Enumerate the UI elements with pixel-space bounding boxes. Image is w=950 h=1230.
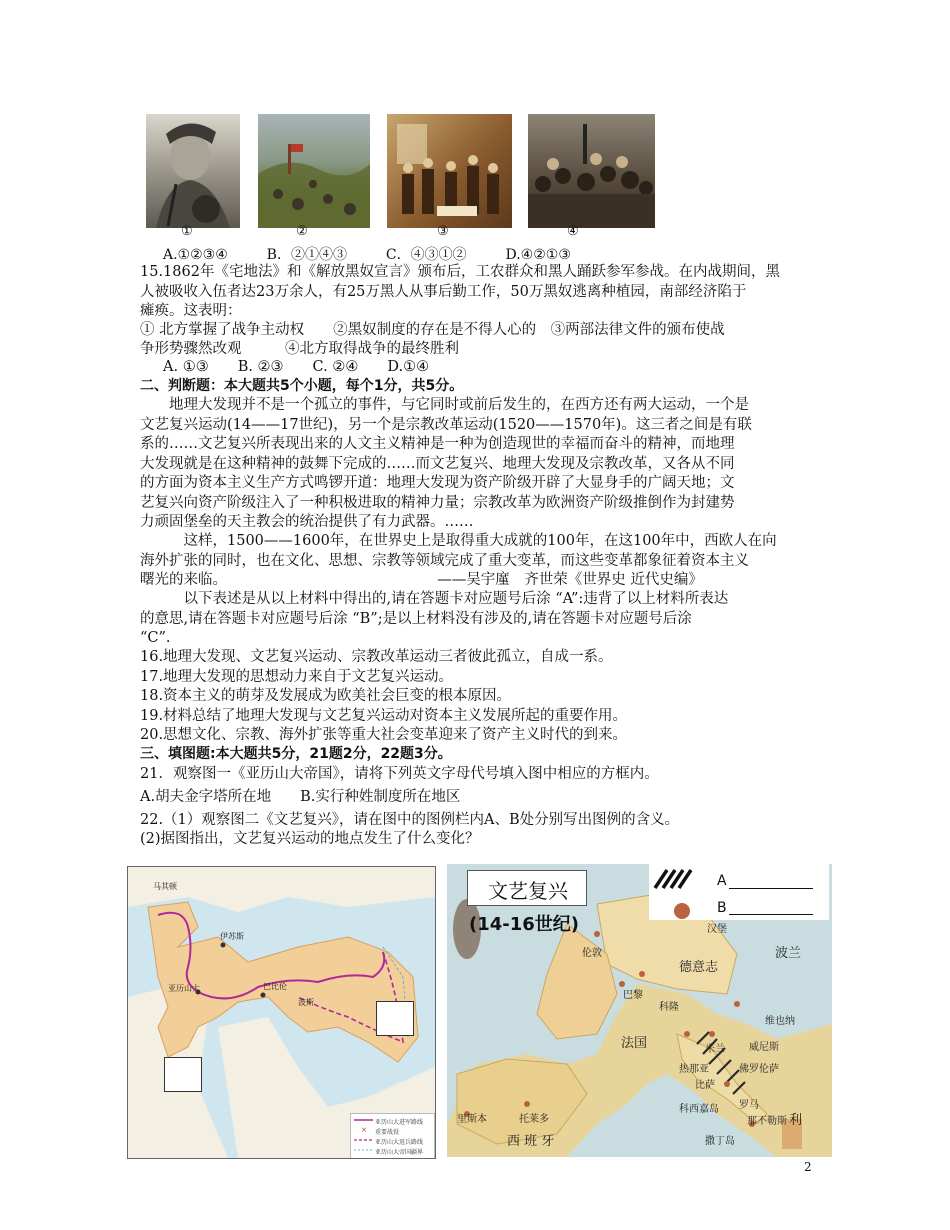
instruction-line-1: 以下表述是从以上材料中得出的,请在答题卡对应题号后涂 “A”:违背了以上材料所表达 bbox=[140, 591, 729, 607]
material-source: 曙光的来临。 ——吴宇廑 齐世荣《世界史 近代史编》 bbox=[140, 572, 703, 588]
map2-title-box bbox=[467, 870, 587, 906]
q15-line-1: 15.1862年《宅地法》和《解放黑奴宣言》颁布后，工农群众和黑人踊跃参军参战。在内战期间，黑 bbox=[140, 264, 780, 280]
answer-box-2[interactable] bbox=[164, 1057, 202, 1092]
legend-a-label: A bbox=[717, 873, 727, 889]
q14-option-b: B．②①④③ bbox=[266, 247, 347, 263]
q14-option-a: A.①②③④ bbox=[163, 247, 228, 263]
material-line-8: 这样，1500——1600年，在世界史上是取得重大成就的100年，在这100年中，西欧人在向 bbox=[140, 533, 777, 549]
place-france: 法国 bbox=[621, 1036, 648, 1051]
section2-heading: 二、判断题：本大题共5个小题，每个1分，共5分。 bbox=[140, 378, 464, 394]
photo-label-1: ① bbox=[181, 224, 193, 239]
material-line-7: 力顽固堡垒的天主教会的统治提供了有力武器。…… bbox=[140, 514, 474, 530]
material-line-4: 大发现就是在这种精神的鼓舞下完成的……而文艺复兴、地理大发现及宗教改革，又各从不同 bbox=[140, 456, 735, 472]
place-naples: 那不勒斯 bbox=[747, 1116, 787, 1127]
legend-border: 亚历山大帝国疆界 bbox=[375, 1149, 424, 1156]
photo-label-2: ② bbox=[296, 224, 308, 239]
q14-option-d: D.④②①③ bbox=[505, 247, 571, 263]
map2-title: 文艺复兴 bbox=[488, 879, 568, 903]
place-rome: 罗马 bbox=[739, 1100, 759, 1111]
place-macedonia: 马其顿 bbox=[153, 882, 177, 891]
item-20: 20.思想文化、宗教、海外扩张等重大社会变革迎来了资产主义时代的到来。 bbox=[140, 727, 628, 743]
section3-heading: 三、填图题:本大题共5分，21题2分，22题3分。 bbox=[140, 746, 452, 762]
q14-options bbox=[163, 244, 571, 264]
place-alexandria: 亚历山大 bbox=[168, 984, 200, 993]
place-pisa: 比萨 bbox=[695, 1080, 715, 1091]
map-renaissance bbox=[447, 864, 832, 1157]
material-line-2: 文艺复兴运动(14——17世纪)，另一个是宗教改革运动(1520——1570年)。这三者之间是有联 bbox=[140, 417, 752, 433]
place-issus: 伊苏斯 bbox=[220, 932, 244, 941]
svg-text:×: × bbox=[361, 1126, 367, 1134]
material-line-1: 地理大发现并不是一个孤立的事件，与它同时或前后发生的，在西方还有两大运动，一个是 bbox=[140, 397, 749, 413]
q21-options: A.胡夫金字塔所在地 B.实行种姓制度所在地区 bbox=[140, 789, 461, 805]
photo-1-female-warrior bbox=[146, 114, 240, 228]
place-toledo: 托莱多 bbox=[519, 1114, 549, 1125]
map2-subtitle: (14-16世纪) bbox=[469, 914, 580, 935]
place-genoa: 热那亚 bbox=[679, 1064, 709, 1075]
place-sardinia: 撒丁岛 bbox=[705, 1136, 735, 1147]
instruction-line-2: 的意思,请在答题卡对应题号后涂 “B”;是以上材料没有涉及的,请在答题卡对应题号后涂 bbox=[140, 611, 692, 627]
place-florence: 佛罗伦萨 bbox=[739, 1064, 779, 1075]
q22-part1: 22.（1）观察图二《文艺复兴》，请在图中的图例栏内A、B处分别写出图例的含义。 bbox=[140, 812, 680, 828]
item-19: 19.材料总结了地理大发现与文艺复兴运动对资本主义发展所起的重要作用。 bbox=[140, 708, 628, 724]
legend-return-route: 亚历山大返兵路线 bbox=[375, 1139, 424, 1146]
place-italy-suffix: 利 bbox=[789, 1113, 803, 1128]
page-number: 2 bbox=[804, 1160, 812, 1174]
material-line-9: 海外扩张的同时，也在文化、思想、宗教等领域完成了重大变革，而这些变革都象征着资本主义 bbox=[140, 553, 749, 569]
place-london: 伦敦 bbox=[582, 948, 602, 959]
place-venice: 威尼斯 bbox=[749, 1042, 779, 1053]
answer-box-1[interactable] bbox=[376, 1001, 414, 1036]
q15-options: A. ①③ B. ②③ C. ②④ D.①④ bbox=[163, 359, 430, 375]
map-alexander-empire bbox=[127, 866, 436, 1159]
q21-text: 21．观察图一《亚历山大帝国》，请将下列英文字母代号填入图中相应的方框内。 bbox=[140, 766, 659, 782]
photo-4-crowd-revolution bbox=[528, 114, 655, 228]
q14-option-c: C．④③①② bbox=[385, 247, 467, 263]
place-germany: 德意志 bbox=[679, 960, 719, 975]
instruction-line-3: “C”. bbox=[140, 630, 171, 646]
legend-b-blank[interactable] bbox=[729, 914, 813, 915]
legend-battle: 重要战役 bbox=[375, 1129, 400, 1136]
material-line-5: 的方面为资本主义生产方式鸣锣开道：地理大发现为资产阶级开辟了大显身手的广阔天地；文 bbox=[140, 475, 735, 491]
place-corsica: 科西嘉岛 bbox=[679, 1104, 719, 1115]
place-spain: 西 班 牙 bbox=[507, 1134, 555, 1149]
map1-legend bbox=[350, 1113, 435, 1159]
q22-part2: (2)据图指出，文艺复兴运动的地点发生了什么变化？ bbox=[140, 831, 480, 847]
place-persia: 波斯 bbox=[298, 998, 314, 1007]
map2-legend bbox=[649, 864, 829, 920]
q15-line-2: 人被吸收入伍者达23万余人，有25万黑人从事后勤工作，50万黑奴逃离种植园，南部经济陷于 bbox=[140, 284, 747, 300]
legend-advance-route: 亚历山大进军路线 bbox=[375, 1119, 424, 1126]
legend-b-label: B bbox=[717, 900, 727, 916]
item-17: 17.地理大发现的思想动力来自于文艺复兴运动。 bbox=[140, 669, 454, 685]
item-18: 18.资本主义的萌芽及发展成为欧美社会巨变的根本原因。 bbox=[140, 688, 512, 704]
place-poland: 波兰 bbox=[775, 946, 802, 961]
material-line-6: 艺复兴向资产阶级注入了一种积极进取的精神力量；宗教改革为欧洲资产阶级推倒作为封建势 bbox=[140, 495, 735, 511]
place-lisbon: 里斯本 bbox=[457, 1114, 487, 1125]
q15-statement-1: ① 北方掌握了战争主动权 ②黑奴制度的存在是不得人心的 ③两部法律文件的颁布使战 bbox=[140, 322, 725, 338]
item-16: 16.地理大发现、文艺复兴运动、宗教改革运动三者彼此孤立，自成一系。 bbox=[140, 649, 613, 665]
place-hamburg: 汉堡 bbox=[707, 924, 727, 935]
q15-statement-2: 争形势骤然改观 ④北方取得战争的最终胜利 bbox=[140, 341, 459, 357]
photo-2-battle-scene bbox=[258, 114, 370, 228]
legend-a-blank[interactable] bbox=[729, 888, 813, 889]
material-line-3: 系的……文艺复兴所表现出来的人文主义精神是一种为创造现世的幸福而奋斗的精神，而地理 bbox=[140, 436, 735, 452]
place-babylon: 巴比伦 bbox=[263, 982, 287, 991]
place-vienna: 维也纳 bbox=[765, 1016, 795, 1027]
q15-line-3: 瘫痪。这表明： bbox=[140, 303, 242, 319]
place-cologne: 科隆 bbox=[659, 1002, 679, 1013]
photo-3-signing-declaration bbox=[387, 114, 512, 228]
photo-label-4: ④ bbox=[567, 224, 579, 239]
place-paris: 巴黎 bbox=[623, 990, 643, 1001]
place-milan: 米兰 bbox=[705, 1044, 725, 1055]
photo-label-3: ③ bbox=[437, 224, 449, 239]
